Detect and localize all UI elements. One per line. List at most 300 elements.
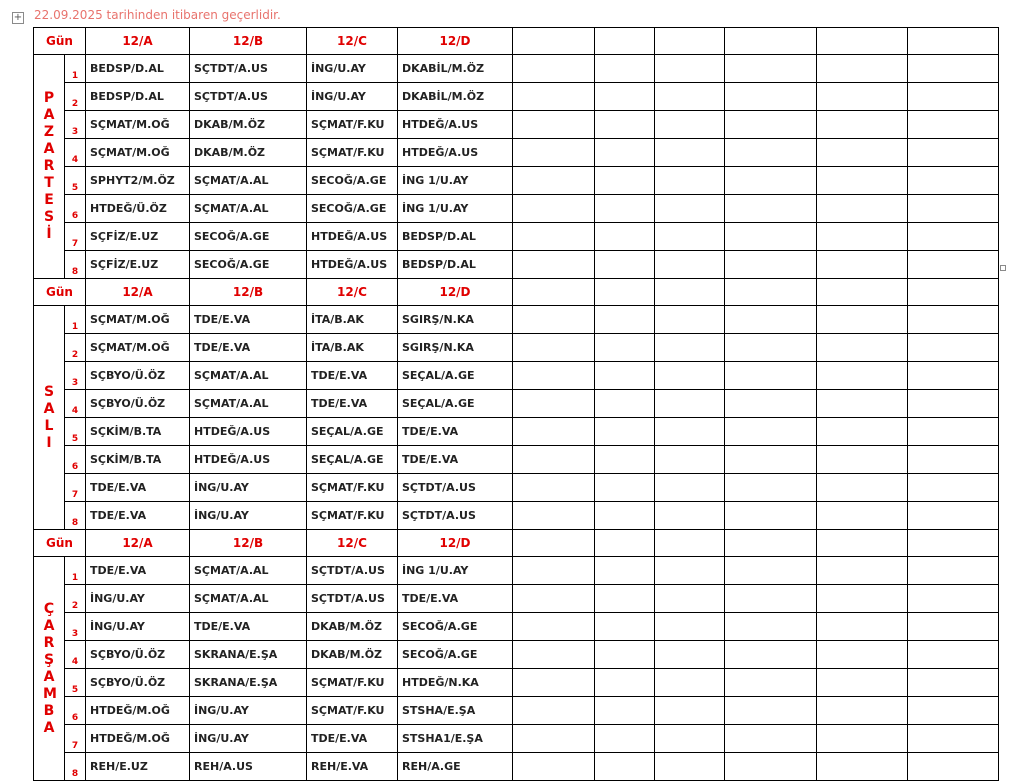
lesson-cell: HTDEĞ/M.OĞ	[86, 725, 190, 753]
empty-cell	[655, 334, 725, 362]
period-number: 1	[65, 557, 86, 585]
empty-cell	[655, 669, 725, 697]
empty-header-cell	[595, 530, 655, 557]
empty-cell	[908, 111, 999, 139]
empty-header-cell	[513, 530, 595, 557]
lesson-cell: SPHYT2/M.ÖZ	[86, 167, 190, 195]
empty-cell	[595, 697, 655, 725]
empty-cell	[655, 585, 725, 613]
empty-cell	[725, 167, 817, 195]
lesson-cell: İNG/U.AY	[190, 725, 307, 753]
lesson-cell: SÇMAT/M.OĞ	[86, 111, 190, 139]
lesson-cell: SÇTDT/A.US	[398, 502, 513, 530]
empty-cell	[513, 753, 595, 781]
empty-cell	[908, 697, 999, 725]
empty-cell	[725, 139, 817, 167]
empty-cell	[595, 474, 655, 502]
class-column-header: 12/C	[307, 530, 398, 557]
empty-cell	[725, 111, 817, 139]
lesson-cell: TDE/E.VA	[307, 725, 398, 753]
period-number: 1	[65, 55, 86, 83]
lesson-cell: REH/A.GE	[398, 753, 513, 781]
period-number: 7	[65, 474, 86, 502]
lesson-cell: SÇTDT/A.US	[190, 83, 307, 111]
empty-cell	[725, 195, 817, 223]
lesson-cell: DKAB/M.ÖZ	[307, 641, 398, 669]
period-number: 6	[65, 697, 86, 725]
class-column-header: 12/B	[190, 28, 307, 55]
lesson-cell: SÇBYO/Ü.ÖZ	[86, 362, 190, 390]
empty-cell	[513, 390, 595, 418]
table-row	[34, 502, 999, 530]
table-row	[34, 557, 999, 585]
period-number: 7	[65, 725, 86, 753]
empty-cell	[908, 334, 999, 362]
period-number: 8	[65, 753, 86, 781]
empty-cell	[908, 306, 999, 334]
empty-cell	[908, 585, 999, 613]
lesson-cell: HTDEĞ/A.US	[190, 446, 307, 474]
empty-header-cell	[908, 28, 999, 55]
table-row	[34, 390, 999, 418]
empty-header-cell	[908, 530, 999, 557]
lesson-cell: TDE/E.VA	[398, 418, 513, 446]
empty-header-cell	[513, 28, 595, 55]
day-label-inner	[34, 557, 85, 780]
lesson-cell: DKAB/M.ÖZ	[307, 613, 398, 641]
empty-cell	[908, 725, 999, 753]
lesson-cell: DKABİL/M.ÖZ	[398, 55, 513, 83]
day-label-cell	[34, 306, 86, 530]
day-column-header: Gün	[34, 28, 86, 55]
empty-cell	[725, 557, 817, 585]
empty-cell	[513, 697, 595, 725]
empty-cell	[908, 641, 999, 669]
empty-header-cell	[595, 279, 655, 306]
table-row	[34, 167, 999, 195]
empty-cell	[655, 167, 725, 195]
class-column-header: 12/A	[86, 28, 190, 55]
class-column-header: 12/D	[398, 279, 513, 306]
lesson-cell: SÇTDT/A.US	[307, 557, 398, 585]
empty-cell	[513, 83, 595, 111]
empty-header-cell	[513, 279, 595, 306]
empty-cell	[817, 725, 908, 753]
empty-cell	[655, 362, 725, 390]
empty-cell	[908, 251, 999, 279]
lesson-cell: SEÇAL/A.GE	[307, 418, 398, 446]
empty-cell	[725, 474, 817, 502]
empty-header-cell	[725, 28, 817, 55]
lesson-cell: SECOĞ/A.GE	[307, 195, 398, 223]
day-header-row	[34, 28, 999, 55]
table-row	[34, 725, 999, 753]
lesson-cell: SÇTDT/A.US	[307, 585, 398, 613]
table-row	[34, 641, 999, 669]
period-number: 4	[65, 641, 86, 669]
empty-cell	[655, 55, 725, 83]
period-number: 7	[65, 223, 86, 251]
empty-cell	[655, 251, 725, 279]
empty-cell	[595, 502, 655, 530]
empty-cell	[655, 557, 725, 585]
empty-cell	[908, 362, 999, 390]
class-column-header: 12/C	[307, 28, 398, 55]
lesson-cell: SÇMAT/A.AL	[190, 362, 307, 390]
empty-cell	[908, 613, 999, 641]
class-column-header: 12/B	[190, 530, 307, 557]
empty-header-cell	[725, 279, 817, 306]
table-row	[34, 139, 999, 167]
lesson-cell: SÇMAT/A.AL	[190, 585, 307, 613]
empty-cell	[725, 697, 817, 725]
empty-cell	[655, 641, 725, 669]
class-column-header: 12/A	[86, 279, 190, 306]
empty-cell	[817, 697, 908, 725]
lesson-cell: SEÇAL/A.GE	[398, 390, 513, 418]
lesson-cell: İTA/B.AK	[307, 334, 398, 362]
lesson-cell: TDE/E.VA	[398, 585, 513, 613]
lesson-cell: TDE/E.VA	[86, 557, 190, 585]
empty-cell	[725, 418, 817, 446]
empty-cell	[655, 697, 725, 725]
empty-cell	[817, 55, 908, 83]
period-number: 5	[65, 669, 86, 697]
lesson-cell: SÇFİZ/E.UZ	[86, 251, 190, 279]
lesson-cell: SÇMAT/M.OĞ	[86, 306, 190, 334]
lesson-cell: SÇKİM/B.TA	[86, 446, 190, 474]
lesson-cell: HTDEĞ/A.US	[307, 223, 398, 251]
empty-cell	[908, 83, 999, 111]
lesson-cell: DKAB/M.ÖZ	[190, 139, 307, 167]
table-row	[34, 697, 999, 725]
lesson-cell: HTDEĞ/M.OĞ	[86, 697, 190, 725]
empty-cell	[725, 725, 817, 753]
empty-cell	[513, 641, 595, 669]
empty-header-cell	[725, 530, 817, 557]
empty-cell	[817, 613, 908, 641]
lesson-cell: HTDEĞ/A.US	[398, 139, 513, 167]
lesson-cell: TDE/E.VA	[190, 334, 307, 362]
period-number: 8	[65, 251, 86, 279]
empty-cell	[655, 111, 725, 139]
empty-cell	[595, 753, 655, 781]
lesson-cell: SGIRŞ/N.KA	[398, 306, 513, 334]
empty-cell	[908, 223, 999, 251]
lesson-cell: TDE/E.VA	[86, 502, 190, 530]
empty-cell	[655, 502, 725, 530]
empty-cell	[725, 669, 817, 697]
empty-cell	[595, 362, 655, 390]
lesson-cell: DKABİL/M.ÖZ	[398, 83, 513, 111]
lesson-cell: SÇMAT/M.OĞ	[86, 139, 190, 167]
period-number: 3	[65, 613, 86, 641]
empty-cell	[595, 306, 655, 334]
lesson-cell: İNG/U.AY	[86, 613, 190, 641]
empty-cell	[817, 557, 908, 585]
table-row	[34, 306, 999, 334]
period-number: 2	[65, 585, 86, 613]
table-row	[34, 195, 999, 223]
day-label-cell	[34, 55, 86, 279]
table-row	[34, 55, 999, 83]
empty-cell	[725, 390, 817, 418]
empty-cell	[817, 195, 908, 223]
day-column-header: Gün	[34, 530, 86, 557]
lesson-cell: BEDSP/D.AL	[86, 83, 190, 111]
empty-header-cell	[817, 28, 908, 55]
period-number: 5	[65, 418, 86, 446]
empty-cell	[513, 725, 595, 753]
empty-cell	[513, 446, 595, 474]
table-row	[34, 251, 999, 279]
empty-cell	[908, 446, 999, 474]
empty-cell	[817, 446, 908, 474]
empty-cell	[595, 334, 655, 362]
empty-cell	[817, 502, 908, 530]
day-name	[34, 55, 65, 278]
empty-cell	[817, 223, 908, 251]
lesson-cell: SÇTDT/A.US	[190, 55, 307, 83]
table-row	[34, 418, 999, 446]
empty-cell	[817, 669, 908, 697]
empty-cell	[655, 474, 725, 502]
empty-cell	[908, 474, 999, 502]
lesson-cell: STSHA1/E.ŞA	[398, 725, 513, 753]
empty-cell	[817, 167, 908, 195]
lesson-cell: SÇMAT/A.AL	[190, 557, 307, 585]
lesson-cell: HTDEĞ/A.US	[398, 111, 513, 139]
day-name-vertical: PAZARTESİ	[43, 90, 55, 242]
empty-cell	[908, 195, 999, 223]
empty-cell	[513, 502, 595, 530]
empty-cell	[817, 111, 908, 139]
empty-cell	[817, 474, 908, 502]
period-number: 5	[65, 167, 86, 195]
empty-cell	[513, 306, 595, 334]
empty-cell	[725, 585, 817, 613]
day-name-vertical: SALI	[43, 383, 55, 451]
empty-header-cell	[655, 530, 725, 557]
empty-cell	[513, 669, 595, 697]
empty-cell	[595, 251, 655, 279]
validity-note: 22.09.2025 tarihinden itibaren geçerlidir.	[34, 8, 281, 22]
empty-cell	[595, 83, 655, 111]
lesson-cell: SGIRŞ/N.KA	[398, 334, 513, 362]
table-resize-handle[interactable]	[1000, 265, 1006, 271]
empty-cell	[513, 139, 595, 167]
empty-cell	[655, 306, 725, 334]
lesson-cell: SEÇAL/A.GE	[307, 446, 398, 474]
lesson-cell: HTDEĞ/Ü.ÖZ	[86, 195, 190, 223]
empty-cell	[513, 474, 595, 502]
empty-cell	[817, 390, 908, 418]
lesson-cell: SECOĞ/A.GE	[398, 613, 513, 641]
period-number: 4	[65, 390, 86, 418]
lesson-cell: İNG/U.AY	[190, 697, 307, 725]
empty-cell	[908, 390, 999, 418]
lesson-cell: HTDEĞ/A.US	[190, 418, 307, 446]
lesson-cell: İTA/B.AK	[307, 306, 398, 334]
day-name-vertical: ÇARŞAMBA	[43, 600, 57, 736]
empty-cell	[513, 167, 595, 195]
lesson-cell: SECOĞ/A.GE	[398, 641, 513, 669]
empty-cell	[817, 362, 908, 390]
lesson-cell: SÇFİZ/E.UZ	[86, 223, 190, 251]
lesson-cell: SECOĞ/A.GE	[190, 251, 307, 279]
lesson-cell: HTDEĞ/N.KA	[398, 669, 513, 697]
empty-cell	[513, 362, 595, 390]
empty-cell	[595, 55, 655, 83]
day-name	[34, 557, 65, 780]
period-number: 1	[65, 306, 86, 334]
schedule-table	[33, 27, 999, 781]
empty-cell	[595, 446, 655, 474]
day-header-row	[34, 530, 999, 557]
empty-cell	[655, 139, 725, 167]
lesson-cell: REH/E.UZ	[86, 753, 190, 781]
table-row	[34, 585, 999, 613]
lesson-cell: İNG/U.AY	[190, 474, 307, 502]
lesson-cell: SÇBYO/Ü.ÖZ	[86, 669, 190, 697]
table-row	[34, 474, 999, 502]
empty-cell	[817, 139, 908, 167]
empty-cell	[655, 753, 725, 781]
period-number: 6	[65, 446, 86, 474]
empty-cell	[817, 585, 908, 613]
empty-cell	[908, 502, 999, 530]
lesson-cell: SÇMAT/F.KU	[307, 669, 398, 697]
empty-cell	[595, 585, 655, 613]
empty-cell	[817, 334, 908, 362]
lesson-cell: BEDSP/D.AL	[398, 251, 513, 279]
empty-cell	[513, 223, 595, 251]
lesson-cell: REH/E.VA	[307, 753, 398, 781]
empty-cell	[595, 223, 655, 251]
empty-cell	[725, 446, 817, 474]
lesson-cell: TDE/E.VA	[398, 446, 513, 474]
table-move-handle-icon[interactable]: +	[13, 12, 23, 23]
lesson-cell: SECOĞ/A.GE	[190, 223, 307, 251]
table-row	[34, 446, 999, 474]
empty-cell	[725, 753, 817, 781]
empty-cell	[725, 362, 817, 390]
empty-cell	[908, 669, 999, 697]
lesson-cell: SKRANA/E.ŞA	[190, 669, 307, 697]
table-row	[34, 83, 999, 111]
empty-cell	[817, 83, 908, 111]
lesson-cell: HTDEĞ/A.US	[307, 251, 398, 279]
empty-cell	[725, 641, 817, 669]
lesson-cell: SÇBYO/Ü.ÖZ	[86, 390, 190, 418]
lesson-cell: SÇTDT/A.US	[398, 474, 513, 502]
lesson-cell: SÇMAT/A.AL	[190, 195, 307, 223]
empty-cell	[595, 725, 655, 753]
day-header-row	[34, 279, 999, 306]
lesson-cell: SÇMAT/A.AL	[190, 167, 307, 195]
empty-cell	[725, 502, 817, 530]
empty-cell	[595, 390, 655, 418]
lesson-cell: SÇMAT/M.OĞ	[86, 334, 190, 362]
empty-cell	[513, 418, 595, 446]
lesson-cell: SÇBYO/Ü.ÖZ	[86, 641, 190, 669]
empty-cell	[908, 139, 999, 167]
lesson-cell: SECOĞ/A.GE	[307, 167, 398, 195]
empty-cell	[595, 557, 655, 585]
table-row	[34, 362, 999, 390]
day-label-inner	[34, 306, 85, 529]
empty-cell	[817, 753, 908, 781]
lesson-cell: İNG/U.AY	[190, 502, 307, 530]
empty-cell	[817, 251, 908, 279]
empty-cell	[725, 306, 817, 334]
empty-cell	[595, 167, 655, 195]
empty-cell	[595, 669, 655, 697]
empty-cell	[817, 306, 908, 334]
lesson-cell: SÇKİM/B.TA	[86, 418, 190, 446]
empty-cell	[655, 195, 725, 223]
empty-cell	[595, 195, 655, 223]
lesson-cell: SÇMAT/A.AL	[190, 390, 307, 418]
period-number: 2	[65, 83, 86, 111]
lesson-cell: BEDSP/D.AL	[86, 55, 190, 83]
class-column-header: 12/D	[398, 530, 513, 557]
empty-cell	[513, 251, 595, 279]
empty-cell	[817, 418, 908, 446]
class-column-header: 12/D	[398, 28, 513, 55]
day-label-inner	[34, 55, 85, 278]
lesson-cell: İNG 1/U.AY	[398, 557, 513, 585]
lesson-cell: TDE/E.VA	[190, 306, 307, 334]
empty-cell	[655, 83, 725, 111]
empty-cell	[513, 585, 595, 613]
empty-header-cell	[655, 279, 725, 306]
empty-cell	[655, 725, 725, 753]
empty-cell	[908, 557, 999, 585]
table-row	[34, 223, 999, 251]
lesson-cell: TDE/E.VA	[190, 613, 307, 641]
empty-cell	[595, 418, 655, 446]
lesson-cell: İNG/U.AY	[86, 585, 190, 613]
table-row	[34, 753, 999, 781]
empty-cell	[655, 418, 725, 446]
table-row	[34, 334, 999, 362]
period-number: 4	[65, 139, 86, 167]
empty-cell	[817, 641, 908, 669]
lesson-cell: SÇMAT/F.KU	[307, 111, 398, 139]
lesson-cell: İNG 1/U.AY	[398, 167, 513, 195]
lesson-cell: SÇMAT/F.KU	[307, 139, 398, 167]
empty-cell	[725, 613, 817, 641]
empty-cell	[655, 390, 725, 418]
empty-cell	[908, 753, 999, 781]
empty-cell	[513, 557, 595, 585]
lesson-cell: TDE/E.VA	[307, 390, 398, 418]
period-number: 3	[65, 362, 86, 390]
empty-cell	[725, 251, 817, 279]
period-number: 3	[65, 111, 86, 139]
lesson-cell: SÇMAT/F.KU	[307, 502, 398, 530]
empty-cell	[595, 613, 655, 641]
empty-cell	[513, 613, 595, 641]
empty-cell	[513, 334, 595, 362]
day-label-cell	[34, 557, 86, 781]
lesson-cell: İNG 1/U.AY	[398, 195, 513, 223]
empty-cell	[513, 195, 595, 223]
lesson-cell: TDE/E.VA	[307, 362, 398, 390]
empty-cell	[908, 167, 999, 195]
lesson-cell: İNG/U.AY	[307, 83, 398, 111]
